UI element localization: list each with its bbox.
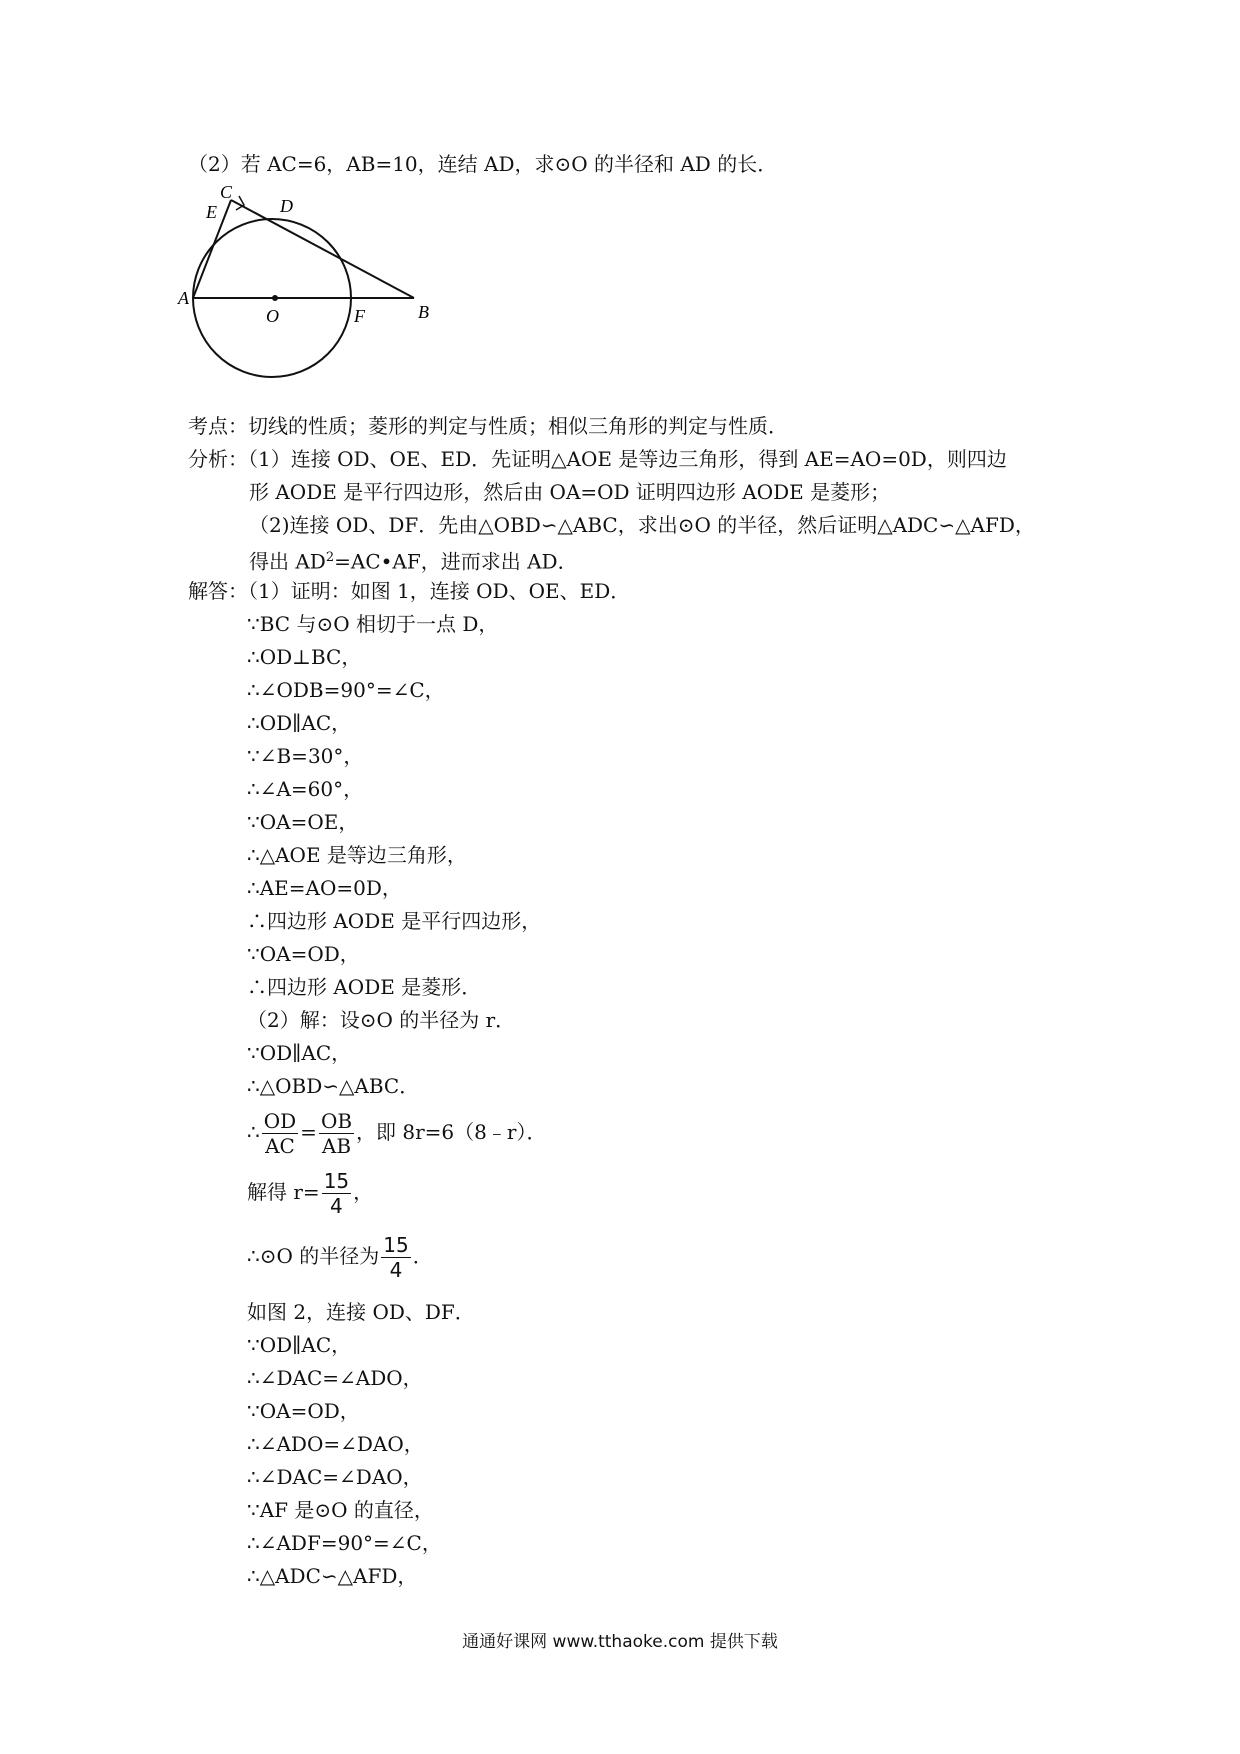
label-b: B — [418, 302, 429, 322]
proof-step-10: ∴四边形 AODE 是平行四边形， — [247, 909, 542, 933]
fraction-15-4 — [381, 1233, 410, 1282]
radius-prefix: ∴⊙O 的半径为 — [247, 1244, 380, 1268]
label-c: C — [220, 182, 233, 202]
center-point — [272, 295, 278, 301]
fenxi-line-4 — [249, 544, 578, 576]
ratio-prefix: ∴ — [247, 1120, 260, 1144]
fraction-numerator: 15 — [323, 1169, 350, 1193]
step-q7: ∴∠ADF=90°=∠C， — [247, 1531, 442, 1555]
fraction-denominator: AB — [321, 1134, 352, 1158]
fraction-denominator: 4 — [389, 1258, 403, 1282]
solve-prefix: 解得 r= — [247, 1180, 320, 1204]
fraction-15-4 — [322, 1169, 351, 1218]
segment-cb — [231, 200, 414, 298]
ratio-suffix: ，即 8r=6（8﹣r）． — [356, 1120, 547, 1144]
label-o: O — [266, 306, 279, 326]
fenxi-line-4-sup: 2 — [325, 550, 335, 565]
proof-step-11: ∵OA=OD， — [247, 942, 360, 966]
label-d: D — [280, 196, 293, 216]
solve-line — [247, 1164, 373, 1220]
proof-step-8: ∴△AOE 是等边三角形， — [247, 843, 467, 867]
proof-step-2: ∴OD⊥BC， — [247, 645, 362, 669]
proof-step-7: ∵OA=OE， — [247, 810, 359, 834]
proof-step-12: ∴四边形 AODE 是菱形． — [247, 975, 482, 999]
fenxi-line-1: 分析：（1）连接 OD、OE、ED．先证明△AOE 是等边三角形，得到 AE=AO=0D，则四边 — [188, 447, 1007, 471]
radius-suffix: ． — [412, 1244, 433, 1268]
label-f: F — [354, 306, 365, 326]
step-q3: ∵OA=OD， — [247, 1399, 360, 1423]
fraction-od-ac — [262, 1109, 298, 1158]
part2-head: （2）解：设⊙O 的半径为 r． — [247, 1008, 516, 1032]
fraction-denominator: 4 — [330, 1194, 343, 1218]
step-q8: ∴△ADC∽△AFD， — [247, 1564, 418, 1588]
kaodian-text: 考点：切线的性质；菱形的判定与性质；相似三角形的判定与性质． — [188, 414, 788, 438]
radius-line — [247, 1228, 433, 1284]
fraction-numerator: OB — [320, 1109, 353, 1133]
geometry-figure — [178, 182, 448, 388]
ratio-line — [247, 1104, 546, 1160]
fraction-numerator: 15 — [383, 1233, 409, 1257]
label-a: A — [178, 288, 189, 308]
proof-step-3: ∴∠ODB=90°=∠C， — [247, 678, 445, 702]
fraction-denominator: AC — [265, 1134, 295, 1158]
proof-step-9: ∴AE=AO=0D， — [247, 876, 402, 900]
fenxi-line-2: 形 AODE 是平行四边形，然后由 OA=OD 证明四边形 AODE 是菱形； — [249, 480, 891, 504]
step-q1: ∵OD∥AC， — [247, 1333, 352, 1357]
step-q2: ∴∠DAC=∠ADO， — [247, 1366, 423, 1390]
proof-step-4: ∴OD∥AC， — [247, 711, 352, 735]
jieda-head: 解答：（1）证明：如图 1，连接 OD、OE、ED． — [188, 579, 631, 603]
step-q5: ∴∠DAC=∠DAO， — [247, 1465, 423, 1489]
step-q4: ∴∠ADO=∠DAO， — [247, 1432, 424, 1456]
proof-step-5: ∵∠B=30°， — [247, 744, 364, 768]
proof-step-6: ∴∠A=60°， — [247, 777, 364, 801]
fraction-ob-ab — [319, 1109, 354, 1158]
fenxi-line-4-pre: 得出 AD — [249, 549, 326, 574]
label-e: E — [206, 202, 217, 222]
ratio-equals: = — [300, 1120, 317, 1144]
fenxi-line-3: （2)连接 OD、DF．先由△OBD∽△ABC，求出⊙O 的半径，然后证明△ADC∽△AFD， — [249, 513, 1035, 537]
step-q6: ∵AF 是⊙O 的直径， — [247, 1498, 434, 1522]
part2-step-2: ∴△OBD∽△ABC． — [247, 1074, 420, 1098]
proof-step-1: ∵BC 与⊙O 相切于一点 D， — [247, 612, 499, 636]
fig2-line: 如图 2，连接 OD、DF． — [247, 1300, 475, 1324]
solve-suffix: ， — [353, 1180, 374, 1204]
fenxi-line-4-post: =AC•AF，进而求出 AD． — [334, 549, 578, 574]
part2-step-1: ∵OD∥AC， — [247, 1041, 352, 1065]
question-text: （2）若 AC=6，AB=10，连结 AD，求⊙O 的半径和 AD 的长． — [188, 152, 778, 176]
fraction-numerator: OD — [263, 1109, 297, 1133]
footer-text: 通通好课网 www.tthaoke.com 提供下载 — [462, 1632, 778, 1652]
